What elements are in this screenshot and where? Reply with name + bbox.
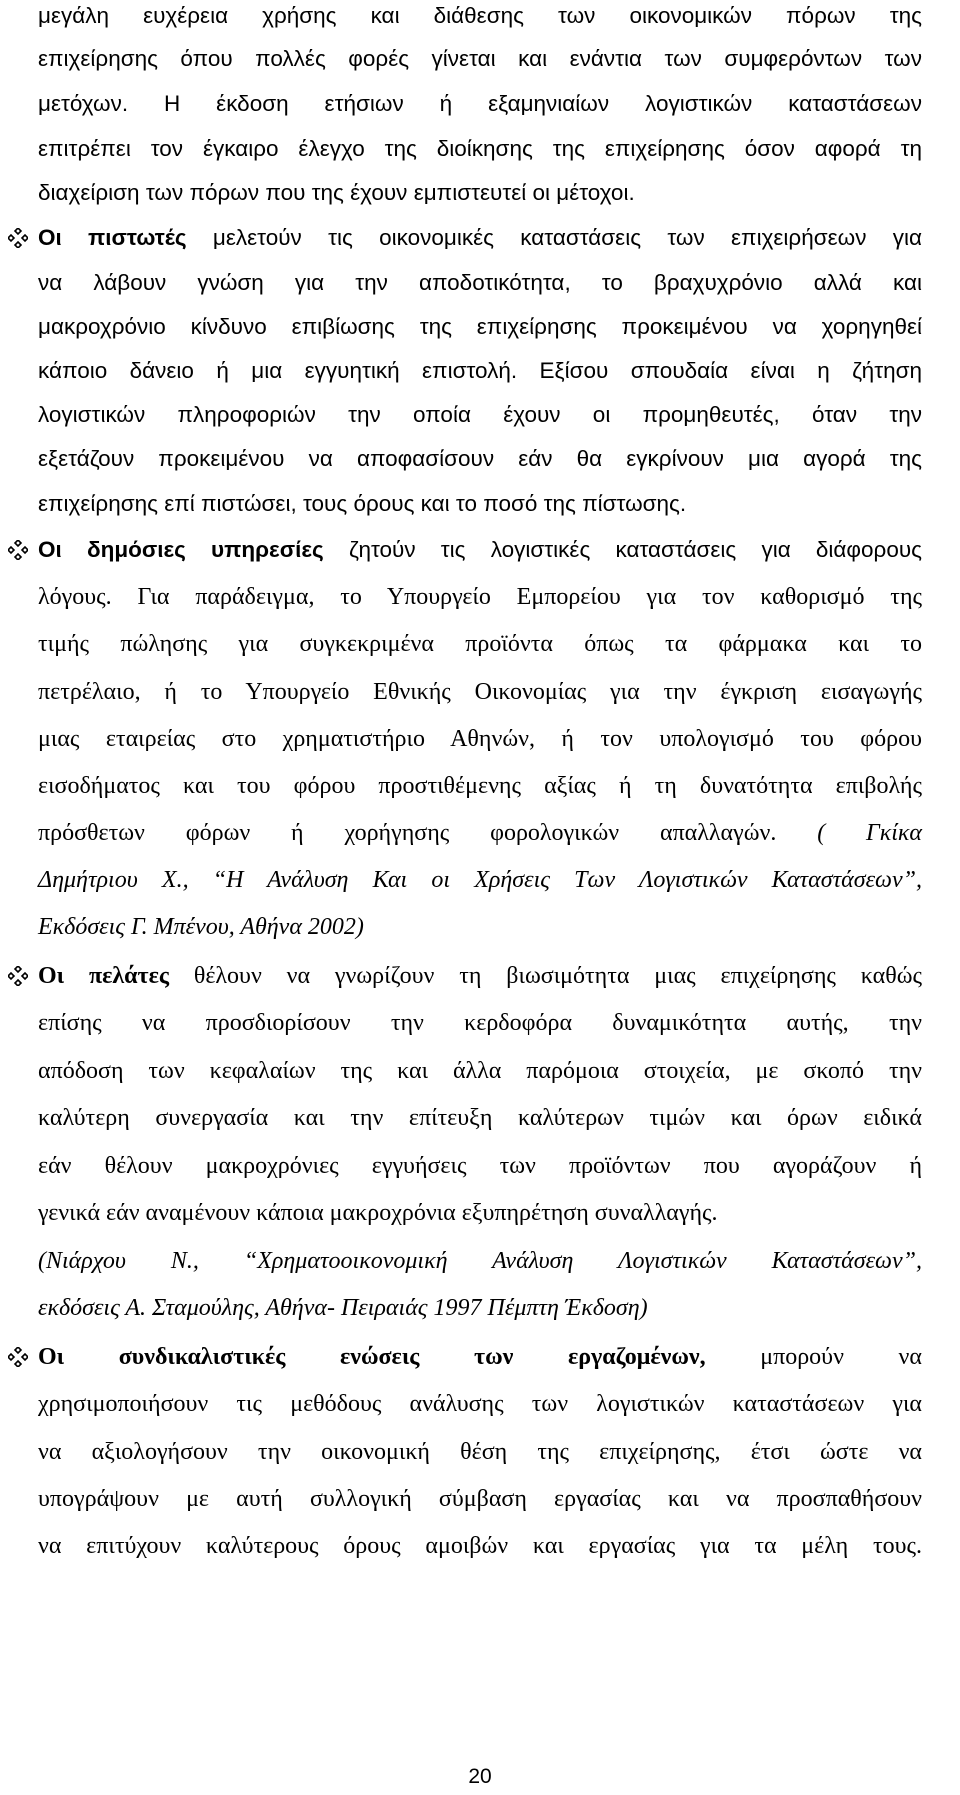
- citation-line: Εκδόσεις Γ. Μπένου, Αθήνα 2002): [38, 914, 364, 940]
- heading-word: εργαζομένων,: [567, 1344, 706, 1370]
- text-line: μιας εταιρείας στο χρηματιστήριο Αθηνών, ή τον υπολογισμό του φόρου: [38, 726, 922, 752]
- text-line: [38, 818, 922, 848]
- text-line: [38, 961, 922, 991]
- heading-word: των: [474, 1344, 514, 1370]
- text-line: να λάβουν γνώση για την αποδοτικότητα, το βραχυχρόνιο αλλά και: [38, 270, 922, 295]
- text-line: καλύτερη συνεργασία και την επίτευξη καλύτερων τιμών και όρων ειδικά: [38, 1105, 922, 1131]
- text-line: χρησιμοποιήσουν τις μεθόδους ανάλυσης των λογιστικών καταστάσεων για: [38, 1391, 922, 1417]
- text-line: τιμής πώλησης για συγκεκριμένα προϊόντα όπως τα φάρμακα και το: [38, 631, 922, 657]
- diamond-bullet-icon: [8, 540, 28, 560]
- text-line: μακροχρόνιο κίνδυνο επιβίωσης της επιχείρησης προκειμένου να χορηγηθεί: [38, 314, 922, 339]
- text-word: να: [898, 1344, 922, 1370]
- text-span: θέλουν να γνωρίζουν τη βιωσιμότητα μιας επιχείρησης καθώς: [169, 963, 922, 989]
- text-span: πρόσθετων φόρων ή χορήγησης φορολογικών απαλλαγών.: [38, 820, 777, 846]
- heading-word: συνδικαλιστικές: [118, 1344, 286, 1370]
- text-line: εάν θέλουν μακροχρόνιες εγγυήσεις των προϊόντων που αγοράζουν ή: [38, 1153, 922, 1179]
- heading-word: ενώσεις: [339, 1344, 420, 1370]
- text-line: απόδοση των κεφαλαίων της και άλλα παρόμοια στοιχεία, με σκοπό την: [38, 1058, 922, 1084]
- citation-span: ( Γκίκα: [776, 820, 923, 846]
- text-line: λογιστικών πληροφοριών την οποία έχουν οι προμηθευτές, όταν την: [38, 402, 922, 427]
- text-line: εξετάζουν προκειμένου να αποφασίσουν εάν θα εγκρίνουν μια αγορά της: [38, 446, 922, 471]
- text-line: επιτρέπει τον έγκαιρο έλεγχο της διοίκησης της επιχείρησης όσον αφορά τη: [38, 136, 922, 161]
- page-number: 20: [468, 1765, 492, 1788]
- diamond-bullet-icon: [8, 966, 28, 986]
- text-span: ζητούν τις λογιστικές καταστάσεις για διάφορους: [323, 537, 922, 562]
- heading-word: Οι: [38, 1344, 65, 1370]
- citation-line: εκδόσεις Α. Σταμούλης, Αθήνα- Πειραιάς 1997 Πέμπτη Έκδοση): [38, 1295, 648, 1321]
- text-span: μελετούν τις οικονομικές καταστάσεις των επιχειρήσεων για: [186, 225, 923, 250]
- heading-customers: Οι πελάτες: [38, 963, 169, 989]
- text-line: γενικά εάν αναμένουν κάποια μακροχρόνια εξυπηρέτηση συναλλαγής.: [38, 1200, 718, 1226]
- text-line: [38, 1342, 922, 1372]
- text-line: επιχείρησης επί πιστώσει, τους όρους και το ποσό της πίστωσης.: [38, 491, 687, 516]
- citation-line: (Νιάρχου Ν., “Χρηματοοικονομική Ανάλυση Λογιστικών Καταστάσεων”,: [38, 1248, 922, 1274]
- text-line: διαχείριση των πόρων που της έχουν εμπιστευτεί οι μέτοχοι.: [38, 180, 635, 205]
- text-line: [38, 223, 922, 253]
- citation-line: Δημήτριου Χ., “Η Ανάλυση Και οι Χρήσεις Των Λογιστικών Καταστάσεων”,: [38, 867, 922, 893]
- text-line: μεγάλη ευχέρεια χρήσης και διάθεσης των οικονομικών πόρων της: [38, 3, 922, 28]
- text-line: επιχείρησης όπου πολλές φορές γίνεται και ενάντια των συμφερόντων των: [38, 46, 922, 71]
- diamond-bullet-icon: [8, 1347, 28, 1367]
- text-line: [38, 535, 922, 565]
- text-line: λόγους. Για παράδειγμα, το Υπουργείο Εμπορείου για τον καθορισμό της: [38, 584, 922, 610]
- text-word: μπορούν: [760, 1344, 844, 1370]
- text-line: μετόχων. Η έκδοση ετήσιων ή εξαμηνιαίων λογιστικών καταστάσεων: [38, 91, 922, 116]
- text-line: υπογράψουν με αυτή συλλογική σύμβαση εργασίας και να προσπαθήσουν: [38, 1486, 922, 1512]
- text-line: πετρέλαιο, ή το Υπουργείο Εθνικής Οικονομίας για την έγκριση εισαγωγής: [38, 679, 922, 705]
- heading-public-services: Οι δημόσιες υπηρεσίες: [38, 537, 324, 562]
- text-line: κάποιο δάνειο ή μια εγγυητική επιστολή. Εξίσου σπουδαία είναι η ζήτηση: [38, 358, 922, 383]
- text-line: επίσης να προσδιορίσουν την κερδοφόρα δυναμικότητα αυτής, την: [38, 1010, 922, 1036]
- text-line: εισοδήματος και του φόρου προστιθέμενης αξίας ή τη δυνατότητα επιβολής: [38, 773, 922, 799]
- heading-creditors: Οι πιστωτές: [38, 225, 187, 250]
- diamond-bullet-icon: [8, 228, 28, 248]
- text-line: να επιτύχουν καλύτερους όρους αμοιβών και εργασίας για τα μέλη τους.: [38, 1533, 922, 1559]
- text-line: να αξιολογήσουν την οικονομική θέση της επιχείρησης, έτσι ώστε να: [38, 1439, 922, 1465]
